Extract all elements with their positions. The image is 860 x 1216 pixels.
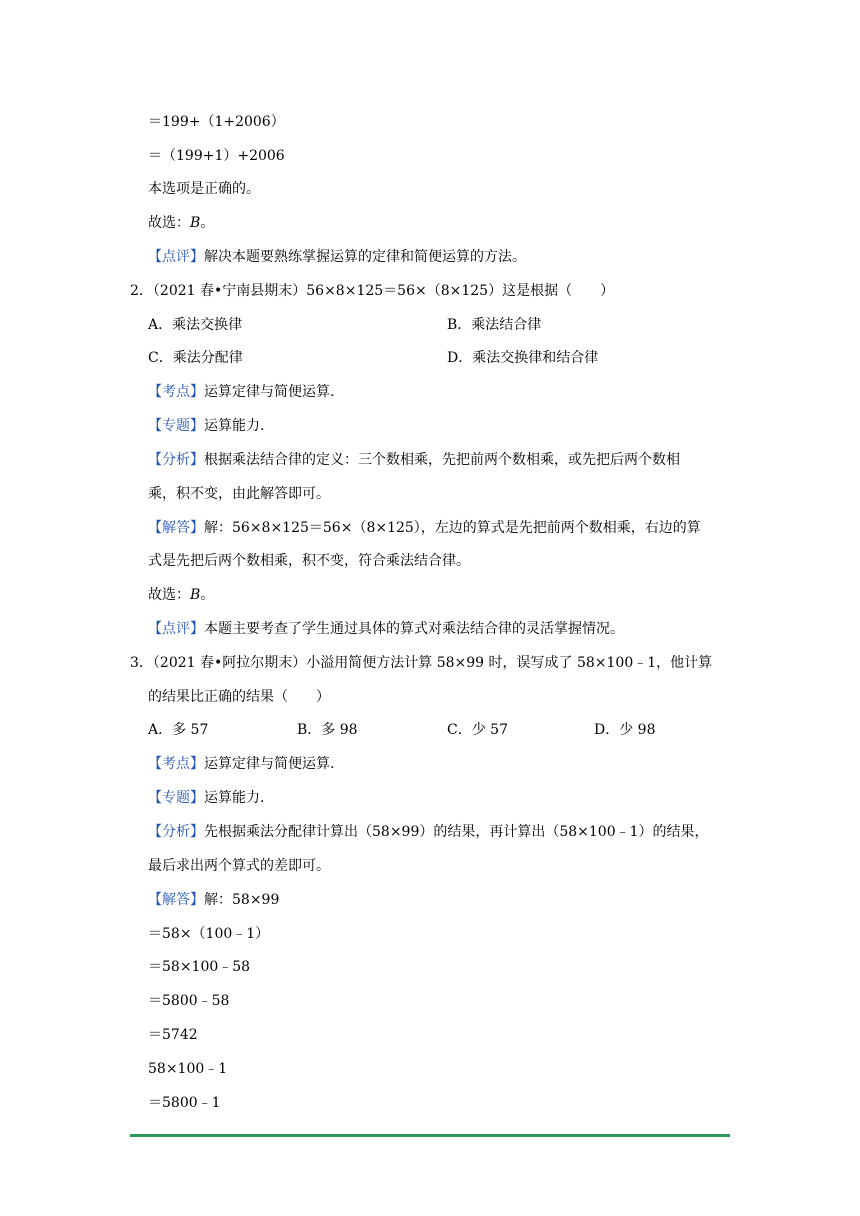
q3-option-c: C．少 57 <box>447 722 508 738</box>
q2-option-b: B．乘法结合律 <box>447 317 542 333</box>
q2-option-d: D．乘法交换律和结合律 <box>447 350 599 366</box>
q3-step: ＝58×（100﹣1） <box>148 926 270 942</box>
q2-jieda: 【解答】解：56×8×125＝56×（8×125），左边的算式是先把前两个数相乘，右边的算 <box>148 520 701 536</box>
q2-fenxi-cont: 乘，积不变，由此解答即可。 <box>148 486 330 502</box>
q3-option-d: D．少 98 <box>594 722 656 738</box>
q3-kaodian: 【考点】运算定律与简便运算. <box>148 756 335 772</box>
q3-stem: 3．（2021 春•阿拉尔期末）小溢用简便方法计算 58×99 时，误写成了 58×100﹣1，他计算 <box>130 655 713 671</box>
q3-step: 58×100﹣1 <box>148 1061 228 1077</box>
q2-jieda-cont: 式是先把后两个数相乘，积不变，符合乘法结合律。 <box>148 553 470 569</box>
q3-option-b: B．多 98 <box>297 722 358 738</box>
q3-jieda: 【解答】解：58×99 <box>148 892 280 908</box>
prev-step-1: ＝199+（1+2006） <box>148 114 285 130</box>
footer-rule <box>130 1134 730 1137</box>
prev-conclusion: 本选项是正确的。 <box>148 181 260 197</box>
prev-answer: 故选：B。 <box>148 215 215 231</box>
q3-step: ＝5800﹣1 <box>148 1095 221 1111</box>
q2-option-a: A．乘法交换律 <box>148 317 243 333</box>
q2-option-c: C．乘法分配律 <box>148 350 243 366</box>
q2-stem: 2．（2021 春•宁南县期末）56×8×125＝56×（8×125）这是根据（ ） <box>130 283 615 299</box>
q3-step: ＝5742 <box>148 1027 198 1043</box>
comment-tag: 【点评】 <box>148 249 204 265</box>
q2-kaodian: 【考点】运算定律与简便运算. <box>148 384 335 400</box>
prev-comment: 【点评】解决本题要熟练掌握运算的定律和简便运算的方法。 <box>148 249 526 265</box>
q2-answer: 故选：B。 <box>148 587 215 603</box>
q3-fenxi-cont: 最后求出两个算式的差即可。 <box>148 858 330 874</box>
q3-fenxi: 【分析】先根据乘法分配律计算出（58×99）的结果，再计算出（58×100﹣1）的结果， <box>148 824 709 840</box>
prev-step-2: ＝（199+1）+2006 <box>148 148 285 164</box>
q2-dianping: 【点评】本题主要考查了学生通过具体的算式对乘法结合律的灵活掌握情况。 <box>148 621 624 637</box>
q3-zhuanti: 【专题】运算能力. <box>148 790 265 806</box>
q2-fenxi: 【分析】根据乘法结合律的定义：三个数相乘，先把前两个数相乘，或先把后两个数相 <box>148 452 680 468</box>
q3-option-a: A．多 57 <box>148 722 209 738</box>
q2-zhuanti: 【专题】运算能力. <box>148 418 265 434</box>
q3-stem-cont: 的结果比正确的结果（ ） <box>148 689 330 705</box>
q3-step: ＝58×100﹣58 <box>148 959 251 975</box>
q3-step: ＝5800﹣58 <box>148 993 230 1009</box>
